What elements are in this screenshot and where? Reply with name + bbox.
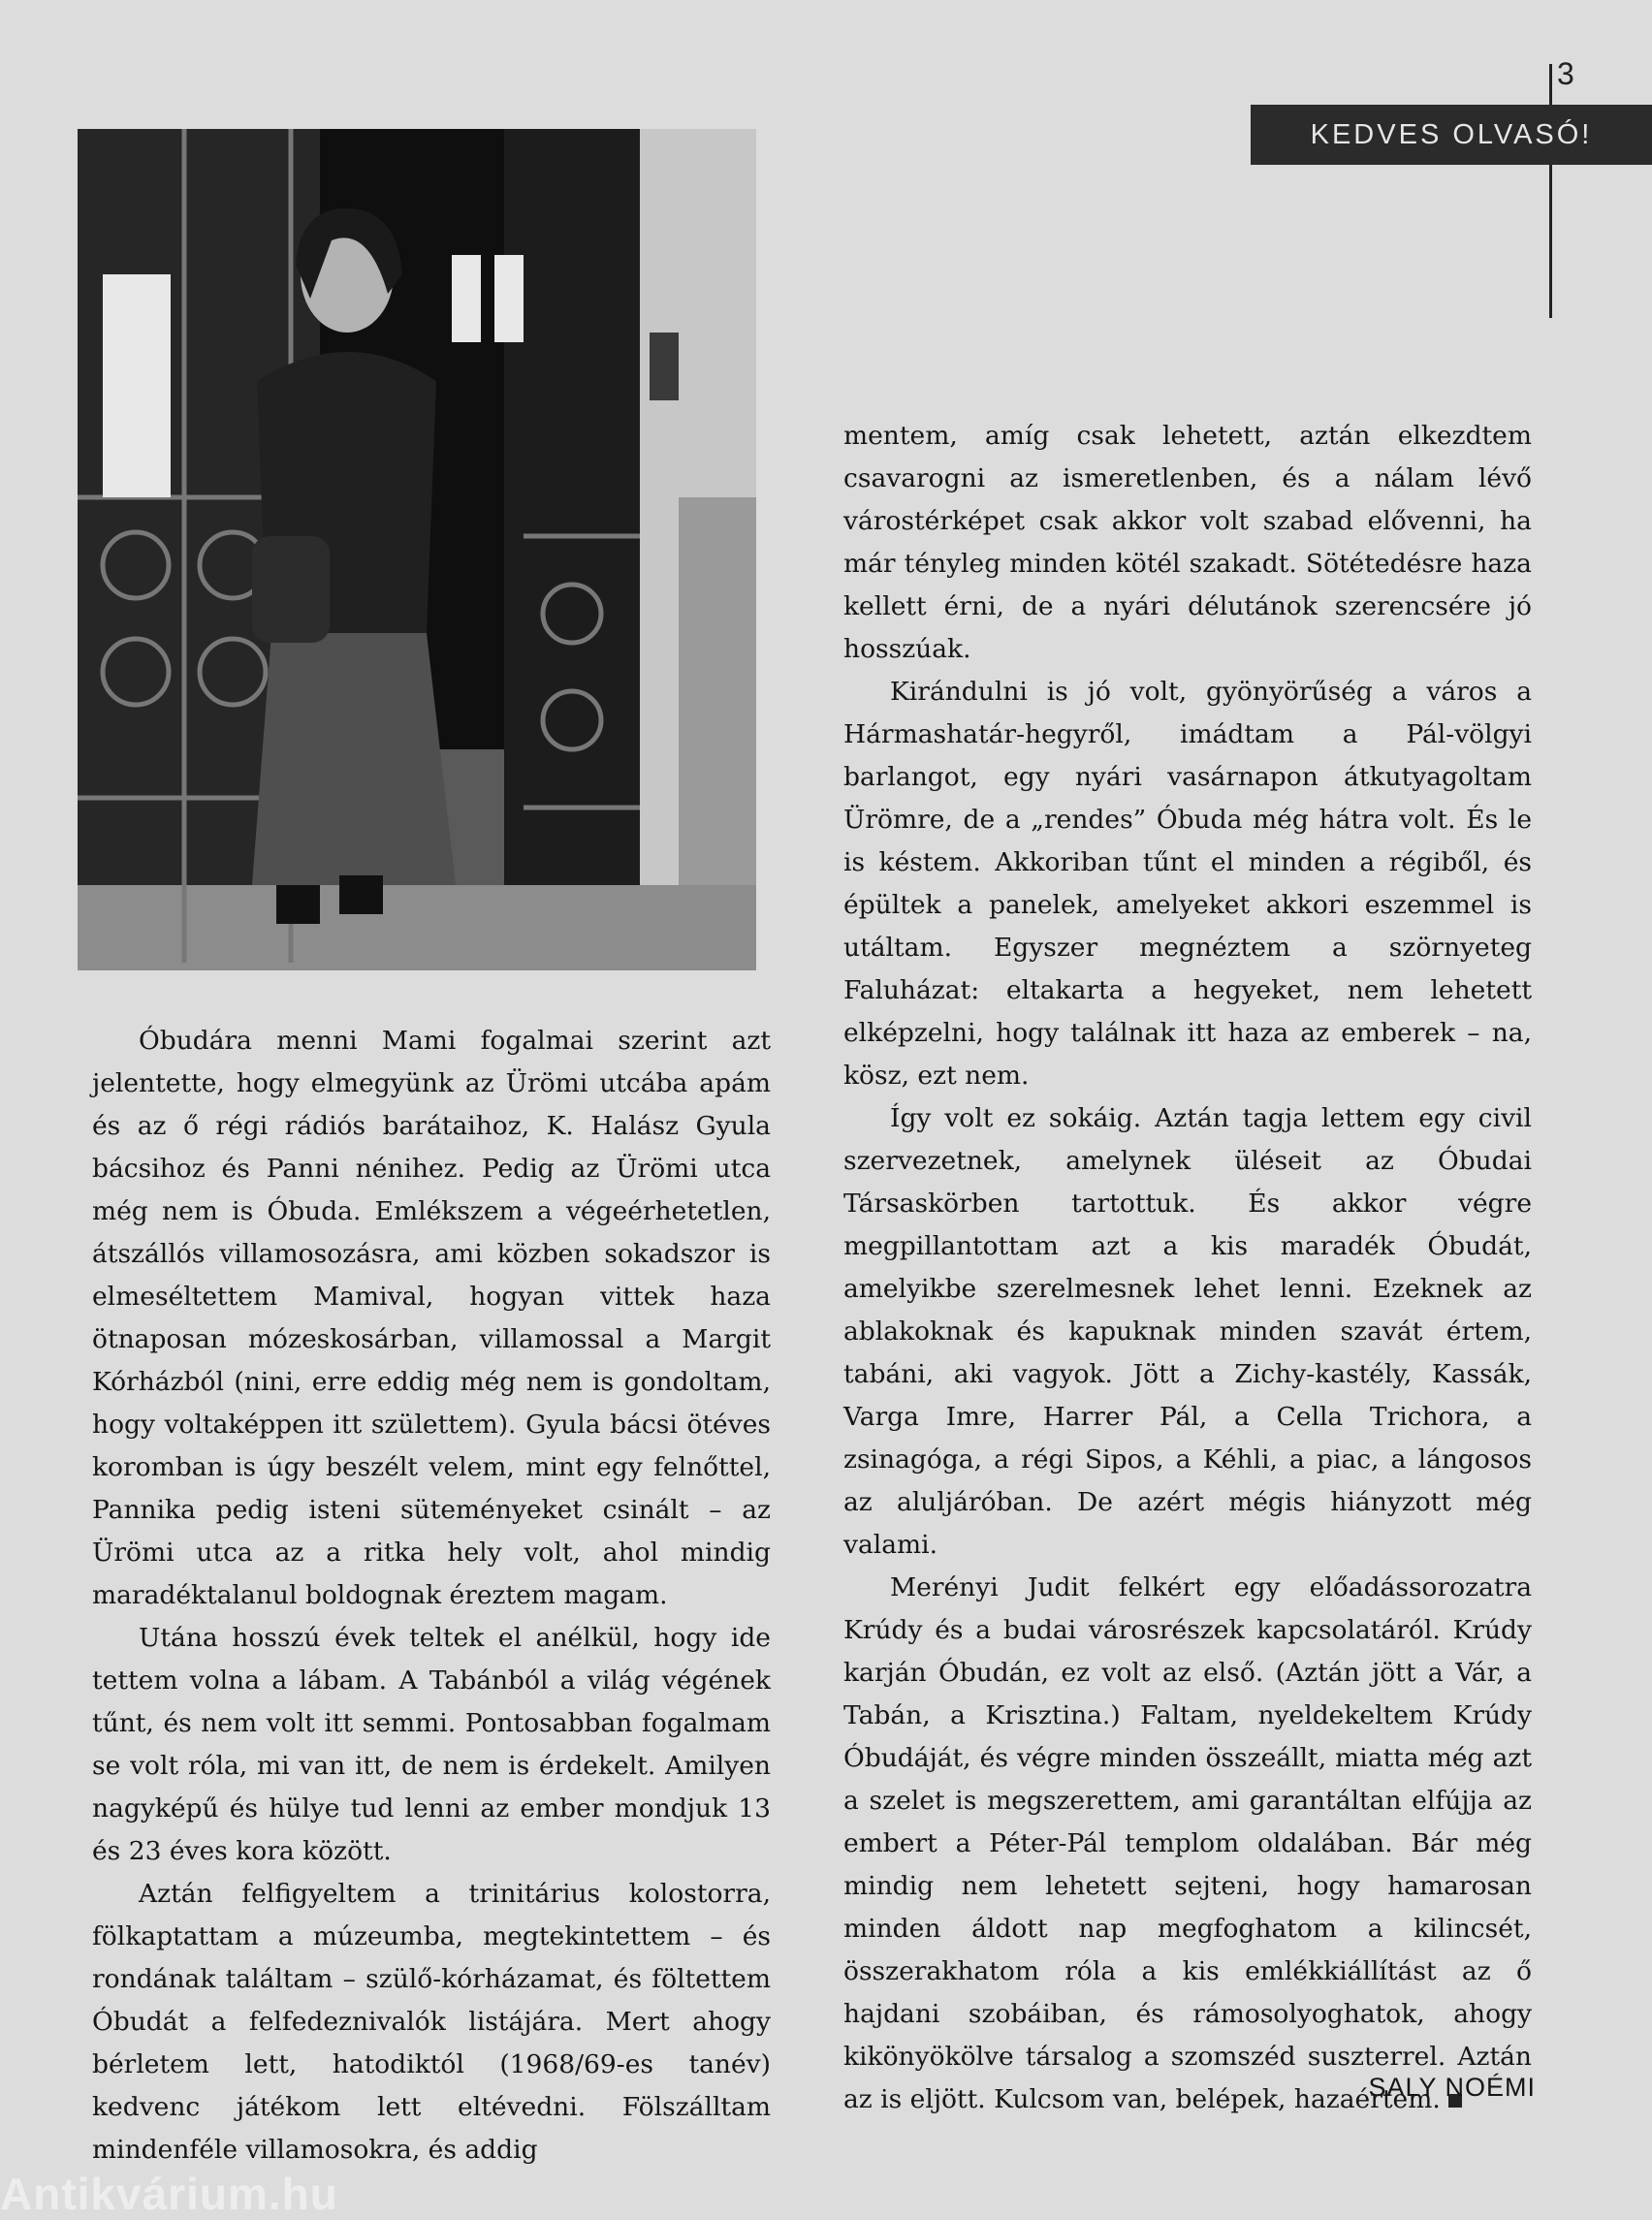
paragraph: Aztán felfigyeltem a trinitárius kolostorra, fölkaptattam a múzeumba, megtekintettem – és rondának találtam – szülő-kórházamat, és föltettem Óbudát a felfedeznivalók listájára. Mert ahogy bérletem lett, hatodiktól (1968/69-es tanév) kedvenc játékom lett eltévedni. Fölszálltam mindenféle villamosokra, és addig xyxy=(92,1879,771,2165)
vertical-rule xyxy=(1549,64,1552,318)
paragraph: Így volt ez sokáig. Aztán tagja lettem egy civil szervezetnek, amelynek üléseit az Óbudai Társaskörben tartottuk. És akkor végre megpillantottam azt a kis maradék Óbudát, amelyikbe szerelmesnek lehet lenni. Ezeknek az ablakoknak és kapuknak minden szavát értem, tabáni, aki vagyok. Jött a Zichy-kastély, Kassák, Varga Imre, Harrer Pál, a Cella Trichora, a zsinagóga, a régi Sipos, a Kéhli, a piac, a lángosos az aluljáróban. De azért mégis hiányzott még valami. xyxy=(843,1103,1532,1560)
paragraph: Utána hosszú évek teltek el anélkül, hogy ide tettem volna a lábam. A Tabánból a világ végének tűnt, és nem volt itt semmi. Pontosabban fogalmam se volt róla, mi van itt, de nem is érdekelt. Amilyen nagyképű és hülye tud lenni az ember mondjuk 13 és 23 éves kora között. xyxy=(92,1623,771,1866)
page-number: 3 xyxy=(1557,56,1574,91)
paragraph: Kirándulni is jó volt, gyönyörűség a város a Hármashatár-hegyről, imádtam a Pál-völgyi barlangot, egy nyári vasárnapon átkutyagoltam Ürömre, de a „rendes” Óbuda még hátra volt. És le is késtem. Akkoriban tűnt el minden a régiből, és épültek a panelek, amelyeket akkori eszemmel is utáltam. Egyszer megnéztem a szörnyeteg Faluházat: eltakarta a hegyeket, nem lehetett elképzelni, hogy találnak itt haza az emberek – na, kösz, ezt nem. xyxy=(843,677,1532,1091)
paragraph: Óbudára menni Mami fogalmai szerint azt jelentette, hogy elmegyünk az Ürömi utcába apám és az ő régi rádiós barátaihoz, K. Halász Gyula bácsihoz és Panni nénihez. Pedig az Ürömi utca még nem is Óbuda. Emlékszem a végeérhetetlen, átszállós villamosozásra, ami közben sokadszor is elmeséltettem Mamival, hogyan vittek haza ötnaposan mózeskosárban, villamossal a Margit Kórházból (nini, erre eddig még nem is gondoltam, hogy voltaképpen itt születtem). Gyula bácsi ötéves koromban is úgy beszélt velem, mint egy felnőttel, Pannika pedig isteni süteményeket csinált – az Ürömi utca az a ritka hely volt, ahol mindig maradéktalanul boldognak éreztem magam. xyxy=(92,1026,771,1610)
author-photo xyxy=(78,129,756,970)
paragraph-continuation: mentem, amíg csak lehetett, aztán elkezdtem csavarogni az ismeretlenben, és a nálam lévő várostérképet csak akkor volt szabad elővenni, ha már tényleg minden kötél szakadt. Sötétedésre haza kellett érni, de a nyári délutánok szerencsére jó hosszúak. xyxy=(843,421,1532,664)
author-byline: SALY NOÉMI xyxy=(1368,2073,1536,2102)
paragraph-text: Merényi Judit felkért egy előadássorozatra Krúdy és a budai városrészek kapcsolatáról. Krúdy karján Óbudán, ez volt az első. (Aztán jött a Vár, a Tabán, a Krisztina.) Faltam, nyeldekeltem Krúdy Óbudáját, és végre minden összeállt, miatta még azt a szelet is megszerettem, ami garantáltan elfújja az embert a Péter-Pál templom oldalában. Bár még mindig nem lehetett sejteni, hogy hamarosan minden áldott nap megfoghatom a kilincsét, összerakhatom róla a kis emlékkiállítást az ő hajdani szobáiban, és rámosolyoghatok, ahogy kikönyökölve társalog a szomszéd suszterrel. Aztán az is eljött. Kulcsom van, belépek, hazaértem. xyxy=(843,1572,1532,2114)
watermark: Antikvárium.hu xyxy=(0,2169,338,2219)
section-title: KEDVES OLVASÓ! xyxy=(1251,105,1652,165)
article-left-column xyxy=(92,1020,771,2172)
paragraph xyxy=(843,1567,1532,2121)
article-right-column xyxy=(843,415,1532,2121)
